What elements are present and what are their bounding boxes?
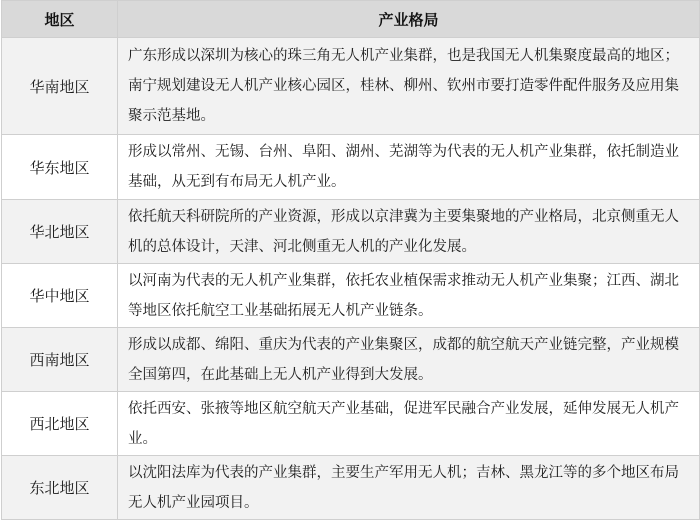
table-row [2, 328, 700, 392]
region-cell: 华南地区 [2, 38, 118, 135]
region-cell: 华东地区 [2, 135, 118, 200]
description-cell: 广东形成以深圳为核心的珠三角无人机产业集群，也是我国无人机集聚度最高的地区；南宁规划建设无人机产业核心园区，桂林、柳州、钦州市要打造零件配件服务及应用集聚示范基地。 [118, 38, 700, 135]
description-cell: 依托西安、张掖等地区航空航天产业基础，促进军民融合产业发展，延伸发展无人机产业。 [118, 392, 700, 456]
region-cell: 华北地区 [2, 200, 118, 264]
header-industry-layout: 产业格局 [118, 1, 700, 38]
description-cell: 以沈阳法库为代表的产业集群，主要生产军用无人机；吉林、黑龙江等的多个地区布局无人机产业园项目。 [118, 456, 700, 520]
table-row [2, 392, 700, 456]
description-cell: 以河南为代表的无人机产业集群，依托农业植保需求推动无人机产业集聚；江西、湖北等地区依托航空工业基础拓展无人机产业链条。 [118, 264, 700, 328]
region-cell: 西北地区 [2, 392, 118, 456]
table-header-row [2, 1, 700, 38]
table-row [2, 135, 700, 200]
region-cell: 西南地区 [2, 328, 118, 392]
description-cell: 形成以成都、绵阳、重庆为代表的产业集聚区，成都的航空航天产业链完整，产业规模全国第四，在此基础上无人机产业得到大发展。 [118, 328, 700, 392]
region-cell: 东北地区 [2, 456, 118, 520]
table-row [2, 200, 700, 264]
table-row [2, 38, 700, 135]
header-region: 地区 [2, 1, 118, 38]
description-cell: 形成以常州、无锡、台州、阜阳、湖州、芜湖等为代表的无人机产业集群，依托制造业基础，从无到有布局无人机产业。 [118, 135, 700, 200]
table-row [2, 456, 700, 520]
description-cell: 依托航天科研院所的产业资源，形成以京津冀为主要集聚地的产业格局，北京侧重无人机的总体设计，天津、河北侧重无人机的产业化发展。 [118, 200, 700, 264]
industry-layout-table [1, 0, 700, 520]
table-row [2, 264, 700, 328]
region-cell: 华中地区 [2, 264, 118, 328]
